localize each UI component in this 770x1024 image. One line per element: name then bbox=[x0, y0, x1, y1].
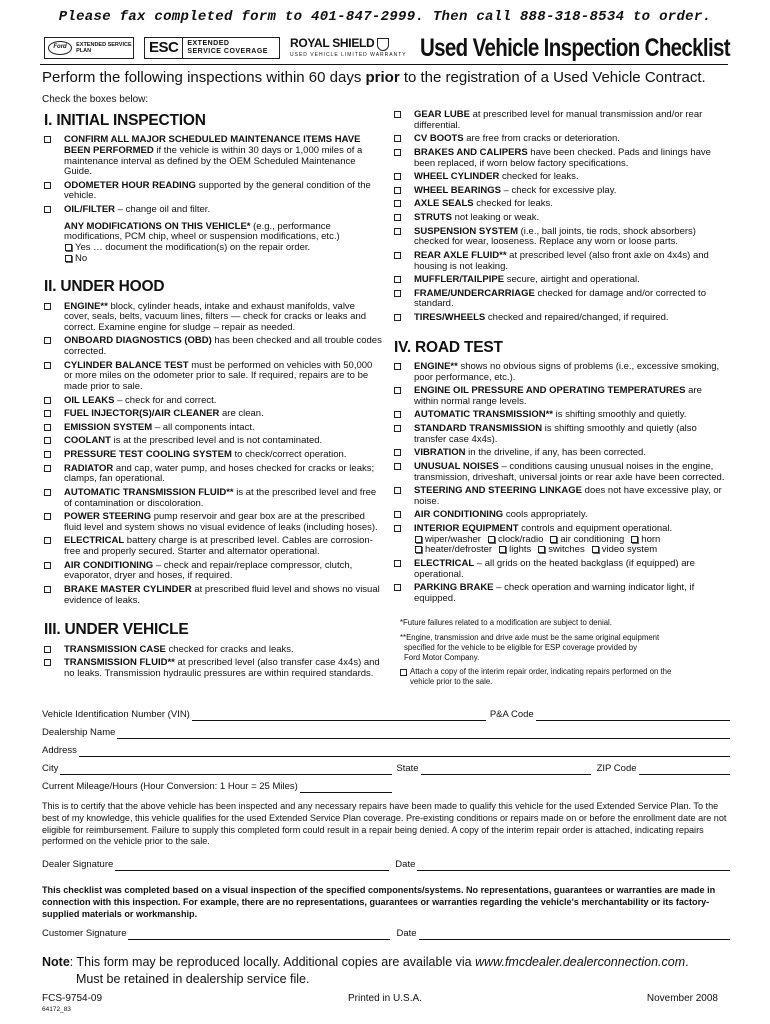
item-heading: CONFIRM ALL MAJOR SCHEDULED MAINTENANCE ITEMS HAVE BEEN PERFORMED bbox=[64, 134, 361, 156]
checkbox[interactable] bbox=[394, 463, 401, 470]
zip-label: ZIP Code bbox=[596, 763, 637, 774]
esc-label-2: SERVICE COVERAGE bbox=[187, 48, 268, 55]
section-title-road: IV. ROAD TEST bbox=[394, 338, 503, 356]
item-heading: RADIATOR bbox=[64, 462, 114, 474]
royal-shield-logo bbox=[290, 37, 420, 58]
item-heading: PARKING BRAKE bbox=[414, 582, 494, 594]
note-line-2: Must be retained in dealership service file. bbox=[76, 971, 310, 986]
checklist-item bbox=[392, 148, 728, 169]
item-heading: UNUSUAL NOISES bbox=[414, 460, 499, 472]
item-heading: WHEEL BEARINGS bbox=[414, 184, 501, 196]
item-text: checked for leaks. bbox=[473, 198, 553, 210]
checklist-item bbox=[392, 559, 728, 580]
item-heading: GEAR LUBE bbox=[414, 109, 470, 120]
royal-shield-name: ROYAL SHIELD bbox=[290, 36, 375, 51]
item-heading: TRANSMISSION CASE bbox=[64, 643, 166, 655]
interior-option-checkbox[interactable] bbox=[415, 536, 422, 543]
interior-option-checkbox[interactable] bbox=[488, 536, 495, 543]
checklist-item bbox=[42, 450, 382, 461]
item-heading: ODOMETER HOUR READING bbox=[64, 179, 196, 191]
item-heading: BRAKE MASTER CYLINDER bbox=[64, 583, 192, 595]
item-text: at prescribed fluid level and shows no visual evidence of leaks. bbox=[64, 583, 380, 606]
item-heading: ENGINE** bbox=[64, 300, 108, 312]
ford-oval-logo: Ford bbox=[48, 41, 72, 55]
ford-esp-label: EXTENDED SERVICE PLAN bbox=[76, 42, 132, 54]
checkbox[interactable] bbox=[44, 537, 51, 544]
item-text: – check and repair/replace compressor, clutch, evaporator, dryer and hoses, if required. bbox=[64, 559, 353, 582]
item-heading: ELECTRICAL bbox=[414, 557, 475, 569]
checklist-item bbox=[392, 275, 728, 286]
checkbox[interactable] bbox=[44, 182, 51, 189]
item-text: must be performed on vehicles with 50,000 or more miles on the odometer prior to sale. If required, repairs are to be made prior to sale. bbox=[64, 359, 373, 392]
item-heading: MUFFLER/TAILPIPE bbox=[414, 274, 505, 286]
under-vehicle-continued-list bbox=[392, 110, 728, 324]
check-instructions: Check the boxes below: bbox=[42, 94, 149, 105]
item-heading: AUTOMATIC TRANSMISSION FLUID** bbox=[64, 486, 234, 498]
footnote-engine-1: **Engine, transmission and drive axle must be the same original equipment bbox=[400, 632, 660, 642]
modifications-no bbox=[64, 254, 382, 265]
item-text: if the vehicle is within 30 days or 1,000 miles of a maintenance interval as defined by the OEM Scheduled Maintenance Guide. bbox=[64, 144, 363, 178]
checklist-item bbox=[392, 313, 728, 324]
modifications-note bbox=[42, 222, 382, 265]
checklist-item bbox=[42, 645, 382, 656]
footnote-modification: *Future failures related to a modification are subject to denial. bbox=[400, 618, 612, 628]
subtitle-bold: prior bbox=[365, 69, 400, 86]
no-checkbox[interactable] bbox=[65, 255, 72, 262]
item-heading: AUTOMATIC TRANSMISSION** bbox=[414, 409, 553, 421]
checkbox[interactable] bbox=[394, 425, 401, 432]
checkbox[interactable] bbox=[394, 511, 401, 518]
vin-label: Vehicle Identification Number (VIN) bbox=[42, 709, 190, 720]
item-heading: ENGINE OIL PRESSURE AND OPERATING TEMPERATURES bbox=[414, 385, 686, 397]
checkbox[interactable] bbox=[394, 449, 401, 456]
title-divider bbox=[40, 64, 728, 65]
item-text: has been checked and all trouble codes corrected. bbox=[64, 335, 382, 358]
checklist-item bbox=[392, 410, 728, 421]
item-heading: AIR CONDITIONING bbox=[414, 509, 504, 521]
item-text: (i.e., ball joints, tie rods, shock absorbers) checked for wear, looseness. Replace any worn or loose parts. bbox=[414, 225, 696, 248]
checklist-item bbox=[392, 448, 728, 459]
subtitle-post: to the registration of a Used Vehicle Contract. bbox=[399, 69, 706, 86]
item-text: at prescribed level for manual transmission and/or rear differential. bbox=[414, 109, 703, 131]
interior-option-label: heater/defroster bbox=[425, 544, 493, 556]
city-row bbox=[42, 764, 730, 775]
item-text: is shifting smoothly and quietly (also transfer case 4x4s). bbox=[414, 423, 697, 445]
dealership-label: Dealership Name bbox=[42, 727, 116, 738]
checklist-item bbox=[42, 464, 382, 485]
checkbox[interactable] bbox=[44, 397, 51, 404]
item-text: in the driveline, if any, has been corrected. bbox=[465, 447, 646, 459]
left-column bbox=[42, 110, 382, 682]
item-heading: TIRES/WHEELS bbox=[414, 312, 486, 323]
checklist-item bbox=[392, 213, 728, 224]
road-test-list bbox=[392, 362, 728, 521]
document-code: 64172_83 bbox=[42, 1006, 71, 1013]
item-heading: POWER STEERING bbox=[64, 511, 152, 523]
item-heading: STEERING AND STEERING LINKAGE bbox=[414, 485, 583, 497]
customer-signature-row bbox=[42, 929, 730, 940]
checkbox[interactable] bbox=[394, 187, 401, 194]
esc-label bbox=[183, 40, 268, 56]
item-text: are within normal range levels. bbox=[414, 385, 702, 407]
dealer-signature-row bbox=[42, 860, 730, 871]
checklist-item bbox=[392, 186, 728, 197]
checklist-item bbox=[392, 110, 728, 131]
checklist-item bbox=[392, 134, 728, 145]
item-text: not leaking or weak. bbox=[452, 212, 540, 223]
checklist-item bbox=[42, 488, 382, 509]
checklist-item bbox=[42, 409, 382, 420]
checklist-item bbox=[42, 585, 382, 606]
item-text: controls and equipment operational. bbox=[518, 523, 673, 535]
interior-option-checkbox[interactable] bbox=[499, 546, 506, 553]
interior-option-label: horn bbox=[641, 533, 661, 545]
checklist-item bbox=[42, 361, 382, 393]
certification-text: This is to certify that the above vehicle has been inspected and any necessary repairs have been made to qualify this vehicle for the used Extended Service Plan. To the best of my knowledge, this vehicle qualifies for the used Extended Service Plan coverage. Pre-existing conditions or repairs made on or before the enrollment date are not eligible for reimbursement. Failure to supply this completed form could result in a repair being denied. A copy of the interim repair order is attached, indicating repairs performed on the vehicle prior to the sale. bbox=[42, 801, 727, 847]
modifications-text: (e.g., performance modifications, PCM chip, wheel or suspension modifications, etc.) bbox=[64, 220, 340, 243]
item-heading: BRAKES AND CALIPERS bbox=[414, 146, 528, 158]
item-heading: INTERIOR EQUIPMENT bbox=[414, 523, 519, 535]
customer-signature-field[interactable] bbox=[128, 930, 390, 940]
interior-option-checkbox[interactable] bbox=[415, 546, 422, 553]
item-text: checked and repaired/changed, if required. bbox=[485, 312, 669, 323]
esc-logo bbox=[144, 37, 280, 59]
checklist-item bbox=[392, 486, 728, 507]
checkbox[interactable] bbox=[394, 411, 401, 418]
item-heading: WHEEL CYLINDER bbox=[414, 171, 500, 183]
checklist-item bbox=[392, 583, 728, 604]
checkbox[interactable] bbox=[44, 424, 51, 431]
item-text: and cap, water pump, and hoses checked for cracks or leaks; clamps, fan operational. bbox=[64, 462, 375, 485]
modifications-no-label: No bbox=[75, 252, 88, 264]
checklist-item bbox=[392, 510, 728, 521]
checklist-item bbox=[42, 561, 382, 582]
item-text: – change oil and filter. bbox=[115, 204, 211, 216]
checkbox[interactable] bbox=[394, 290, 401, 297]
fax-instructions: Please fax completed form to 401-847-2999. Then call 888-318-8534 to order. bbox=[58, 9, 712, 25]
item-text: to check/correct operation. bbox=[231, 449, 347, 461]
interior-option-label: video system bbox=[601, 544, 658, 556]
checkbox[interactable] bbox=[394, 252, 401, 259]
item-text: are free from cracks or deterioration. bbox=[463, 133, 620, 145]
footnote-engine-2: specified for the vehicle to be eligible for ESP coverage provided by bbox=[404, 642, 638, 652]
checkbox[interactable] bbox=[44, 646, 51, 653]
footnote-attach-1: Attach a copy of the interim repair order, indicating repairs performed on the bbox=[410, 666, 672, 676]
checkbox[interactable] bbox=[44, 562, 51, 569]
item-text: cools appropriately. bbox=[503, 509, 588, 521]
vin-field[interactable] bbox=[192, 711, 486, 721]
checklist-item bbox=[42, 423, 382, 434]
footnote-attach bbox=[400, 667, 728, 687]
right-column bbox=[392, 110, 728, 687]
checklist-item bbox=[42, 205, 382, 216]
item-text: is at the prescribed level and is not contaminated. bbox=[110, 435, 323, 447]
page-title: Used Vehicle Inspection Checklist bbox=[420, 34, 730, 62]
spacer bbox=[392, 327, 728, 337]
dealer-signature-field[interactable] bbox=[115, 861, 389, 871]
under-vehicle-list bbox=[42, 645, 382, 680]
checkbox[interactable] bbox=[44, 206, 51, 213]
checklist-item bbox=[42, 181, 382, 202]
checkbox[interactable] bbox=[44, 465, 51, 472]
footnotes bbox=[392, 618, 728, 687]
customer-signature-label: Customer Signature bbox=[42, 928, 127, 939]
city-field[interactable] bbox=[60, 765, 392, 775]
modifications-yes bbox=[64, 243, 382, 254]
checkbox[interactable] bbox=[44, 362, 51, 369]
item-text: secure, airtight and operational. bbox=[504, 274, 640, 286]
note-label: Note bbox=[42, 955, 70, 969]
item-heading: CV BOOTS bbox=[414, 133, 464, 145]
checkbox[interactable] bbox=[44, 513, 51, 520]
item-heading: STANDARD TRANSMISSION bbox=[414, 423, 543, 435]
item-text: checked for cracks and leaks. bbox=[165, 643, 294, 655]
interior-option-label: wiper/washer bbox=[425, 533, 481, 545]
item-heading: OIL/FILTER bbox=[64, 204, 116, 216]
road-test-list-2 bbox=[392, 559, 728, 605]
revision-date: November 2008 bbox=[646, 993, 718, 1004]
modifications-heading: ANY MODIFICATIONS ON THIS VEHICLE* bbox=[64, 220, 251, 232]
item-text: – check operation and warning indicator light, if equipped. bbox=[414, 582, 695, 604]
checklist-item bbox=[42, 536, 382, 557]
checkbox[interactable] bbox=[394, 276, 401, 283]
checklist-item bbox=[42, 135, 382, 178]
item-heading: ONBOARD DIAGNOSTICS (OBD) bbox=[64, 335, 212, 347]
form-number: FCS-9754-09 bbox=[42, 993, 103, 1004]
interior-option-checkbox[interactable] bbox=[631, 536, 638, 543]
item-heading: TRANSMISSION FLUID** bbox=[64, 657, 175, 669]
item-heading: EMISSION SYSTEM bbox=[64, 421, 153, 433]
item-text: checked for damage and/or corrected to standard. bbox=[414, 287, 706, 310]
item-text: at prescribed level (also transfer case 4x4s) and no leaks. Transmission hydraulic pressures are within required standards. bbox=[64, 657, 380, 679]
checklist-item bbox=[392, 227, 728, 248]
checklist-item bbox=[392, 251, 728, 272]
state-label: State bbox=[396, 763, 419, 774]
shield-icon bbox=[377, 38, 389, 51]
printed-in: Printed in U.S.A. bbox=[348, 993, 422, 1004]
checkbox[interactable] bbox=[44, 489, 51, 496]
interior-option-label: lights bbox=[509, 544, 532, 556]
item-heading: FUEL INJECTOR(S)/AIR CLEANER bbox=[64, 408, 220, 420]
checklist-item bbox=[392, 362, 728, 383]
subtitle-pre: Perform the following inspections within 60 days bbox=[42, 69, 366, 86]
item-heading: AIR CONDITIONING bbox=[64, 559, 154, 571]
item-text: – check for and correct. bbox=[114, 394, 217, 406]
checklist-item-interior bbox=[392, 524, 728, 556]
item-heading: COOLANT bbox=[64, 435, 111, 447]
item-heading: OIL LEAKS bbox=[64, 394, 115, 406]
item-text: does not have excessive play, or noise. bbox=[414, 485, 722, 507]
interior-option-checkbox[interactable] bbox=[550, 536, 557, 543]
date-label: Date bbox=[396, 928, 417, 939]
item-heading: VIBRATION bbox=[414, 447, 466, 459]
checkbox[interactable] bbox=[44, 451, 51, 458]
checklist-item bbox=[392, 172, 728, 183]
checklist-item bbox=[42, 658, 382, 679]
item-heading: ELECTRICAL bbox=[64, 535, 125, 547]
item-text: – all components intact. bbox=[152, 421, 255, 433]
item-text: battery charge is at prescribed level. Cables are corrosion-free and properly secured. Starter and alternator operational. bbox=[64, 535, 373, 558]
checkbox[interactable] bbox=[394, 560, 401, 567]
interior-options bbox=[414, 535, 728, 556]
footnote-attach-2: vehicle prior to the sale. bbox=[410, 677, 493, 687]
item-text: – conditions causing unusual noises in the engine, transmission, driveshaft, universal joints or rear axle have been corrected. bbox=[414, 460, 725, 483]
interior-option-label: clock/radio bbox=[497, 533, 544, 545]
address-row bbox=[42, 746, 730, 757]
logo-bar bbox=[44, 34, 420, 62]
item-text: supported by the general condition of the vehicle. bbox=[64, 179, 371, 202]
checkbox[interactable] bbox=[394, 111, 401, 118]
ford-esp-logo bbox=[44, 37, 134, 59]
reproduction-note bbox=[42, 954, 689, 988]
checkbox[interactable] bbox=[44, 437, 51, 444]
checkbox[interactable] bbox=[394, 173, 401, 180]
note-text: : This form may be reproduced locally. Additional copies are available via bbox=[69, 955, 476, 969]
item-text: at prescribed level (also front axle on 4x4s) and housing is not leaking. bbox=[414, 249, 709, 272]
pa-code-field[interactable] bbox=[536, 711, 730, 721]
attach-checkbox[interactable] bbox=[400, 669, 407, 676]
checkbox[interactable] bbox=[394, 314, 401, 321]
dealership-field[interactable] bbox=[117, 729, 730, 739]
interior-option-label: air conditioning bbox=[560, 533, 625, 545]
checklist-item bbox=[392, 462, 728, 483]
dealer-connection-link[interactable]: www.fmcdealer.dealerconnection.com bbox=[475, 955, 686, 969]
checkbox[interactable] bbox=[394, 200, 401, 207]
vin-row bbox=[42, 710, 730, 721]
checkbox[interactable] bbox=[44, 303, 51, 310]
checklist-item bbox=[392, 289, 728, 310]
state-field[interactable] bbox=[421, 765, 591, 775]
dealer-date-field[interactable] bbox=[417, 861, 730, 871]
checkbox[interactable] bbox=[394, 228, 401, 235]
note-end: . bbox=[685, 955, 689, 969]
mileage-row bbox=[42, 782, 730, 793]
interior-option-checkbox[interactable] bbox=[592, 546, 599, 553]
interior-option-checkbox[interactable] bbox=[538, 546, 545, 553]
address-label: Address bbox=[42, 745, 77, 756]
section-title-hood: II. UNDER HOOD bbox=[44, 278, 165, 296]
interior-option-label: switches bbox=[548, 544, 585, 556]
checkbox[interactable] bbox=[394, 584, 401, 591]
item-heading: AXLE SEALS bbox=[414, 198, 474, 210]
address-field[interactable] bbox=[79, 747, 730, 757]
footnote-engine-3: Ford Motor Company. bbox=[404, 652, 480, 662]
interior-options-row bbox=[414, 545, 728, 556]
modifications-yes-label: Yes … document the modification(s) on the repair order. bbox=[75, 241, 311, 253]
item-heading: ENGINE** bbox=[414, 360, 458, 372]
section-title-initial: I. INITIAL INSPECTION bbox=[44, 112, 206, 129]
item-heading: STRUTS bbox=[414, 212, 452, 223]
checklist-item bbox=[392, 386, 728, 407]
item-heading: SUSPENSION SYSTEM bbox=[414, 225, 518, 237]
item-text: – all grids on the heated backglass (if equipped) are operational. bbox=[414, 557, 695, 580]
checkbox[interactable] bbox=[44, 136, 51, 143]
checklist-item bbox=[42, 302, 382, 334]
item-text: are clean. bbox=[219, 408, 264, 420]
dealership-row bbox=[42, 728, 730, 739]
date-label: Date bbox=[395, 859, 416, 870]
checkbox[interactable] bbox=[394, 214, 401, 221]
item-heading: CYLINDER BALANCE TEST bbox=[64, 359, 189, 371]
disclaimer-text: This checklist was completed based on a visual inspection of the specified components/systems. No representations, guarantees or warranties are made in connection with this inspection. For example, there are no representations, guarantees or warranties regarding the vehicle's merchantability or its factory-supplied materials or workmanship. bbox=[42, 885, 716, 919]
item-text: – check for excessive play. bbox=[500, 184, 617, 196]
customer-date-field[interactable] bbox=[419, 930, 730, 940]
mileage-label: Current Mileage/Hours (Hour Conversion: 1 Hour = 25 Miles) bbox=[42, 781, 298, 792]
checkbox[interactable] bbox=[394, 525, 401, 532]
under-hood-list bbox=[42, 302, 382, 607]
subtitle bbox=[42, 70, 706, 87]
checkbox[interactable] bbox=[44, 659, 51, 666]
item-text: have been checked. Pads and linings have been replaced, if worn below factory specifications. bbox=[414, 146, 711, 169]
checklist-item bbox=[42, 396, 382, 407]
item-text: shows no obvious signs of problems (i.e., excessive smoking, poor performance, etc.). bbox=[414, 360, 720, 383]
checkbox[interactable] bbox=[44, 586, 51, 593]
royal-shield-top bbox=[290, 37, 420, 50]
checkbox[interactable] bbox=[394, 363, 401, 370]
checklist-item bbox=[42, 436, 382, 447]
checkbox[interactable] bbox=[394, 149, 401, 156]
pa-label: P&A Code bbox=[489, 709, 534, 720]
city-label: City bbox=[42, 763, 59, 774]
esc-mark: ESC bbox=[145, 38, 183, 58]
footnote-engine bbox=[400, 633, 728, 663]
esc-label-1: EXTENDED bbox=[187, 40, 230, 47]
checkbox[interactable] bbox=[44, 337, 51, 344]
checkbox[interactable] bbox=[394, 135, 401, 142]
spacer bbox=[42, 266, 382, 276]
yes-checkbox[interactable] bbox=[65, 244, 72, 251]
initial-inspection-list bbox=[42, 135, 382, 215]
mileage-field[interactable] bbox=[300, 783, 392, 793]
dealer-signature-label: Dealer Signature bbox=[42, 859, 114, 870]
item-heading: FRAME/UNDERCARRIAGE bbox=[414, 287, 535, 299]
checklist-item bbox=[392, 199, 728, 210]
note-line-1 bbox=[42, 954, 689, 971]
item-text: is shifting smoothly and quietly. bbox=[552, 409, 687, 421]
checkbox[interactable] bbox=[394, 387, 401, 394]
checkbox[interactable] bbox=[44, 410, 51, 417]
checklist-item bbox=[42, 512, 382, 533]
checklist-item bbox=[392, 424, 728, 445]
item-text: block, cylinder heads, intake and exhaust manifolds, valve cover, seals, belts, vacuum lines, filters — check for cracks or leaks and correct. Examine engine for sludge – repair as needed. bbox=[64, 300, 367, 333]
checkbox[interactable] bbox=[394, 487, 401, 494]
item-heading: REAR AXLE FLUID** bbox=[414, 249, 507, 261]
royal-shield-sub: USED VEHICLE LIMITED WARRANTY bbox=[290, 51, 407, 58]
item-text: pump reservoir and gear box are at the prescribed fluid level and system shows no visual evidence of leaks (including hoses). bbox=[64, 511, 378, 533]
checklist-item bbox=[42, 336, 382, 357]
spacer bbox=[42, 609, 382, 619]
item-text: is at the prescribed level and free of contamination or discoloration. bbox=[64, 486, 377, 509]
item-heading: PRESSURE TEST COOLING SYSTEM bbox=[64, 449, 232, 461]
zip-field[interactable] bbox=[639, 765, 730, 775]
item-text: checked for leaks. bbox=[499, 171, 579, 183]
section-title-vehicle: III. UNDER VEHICLE bbox=[44, 621, 189, 639]
